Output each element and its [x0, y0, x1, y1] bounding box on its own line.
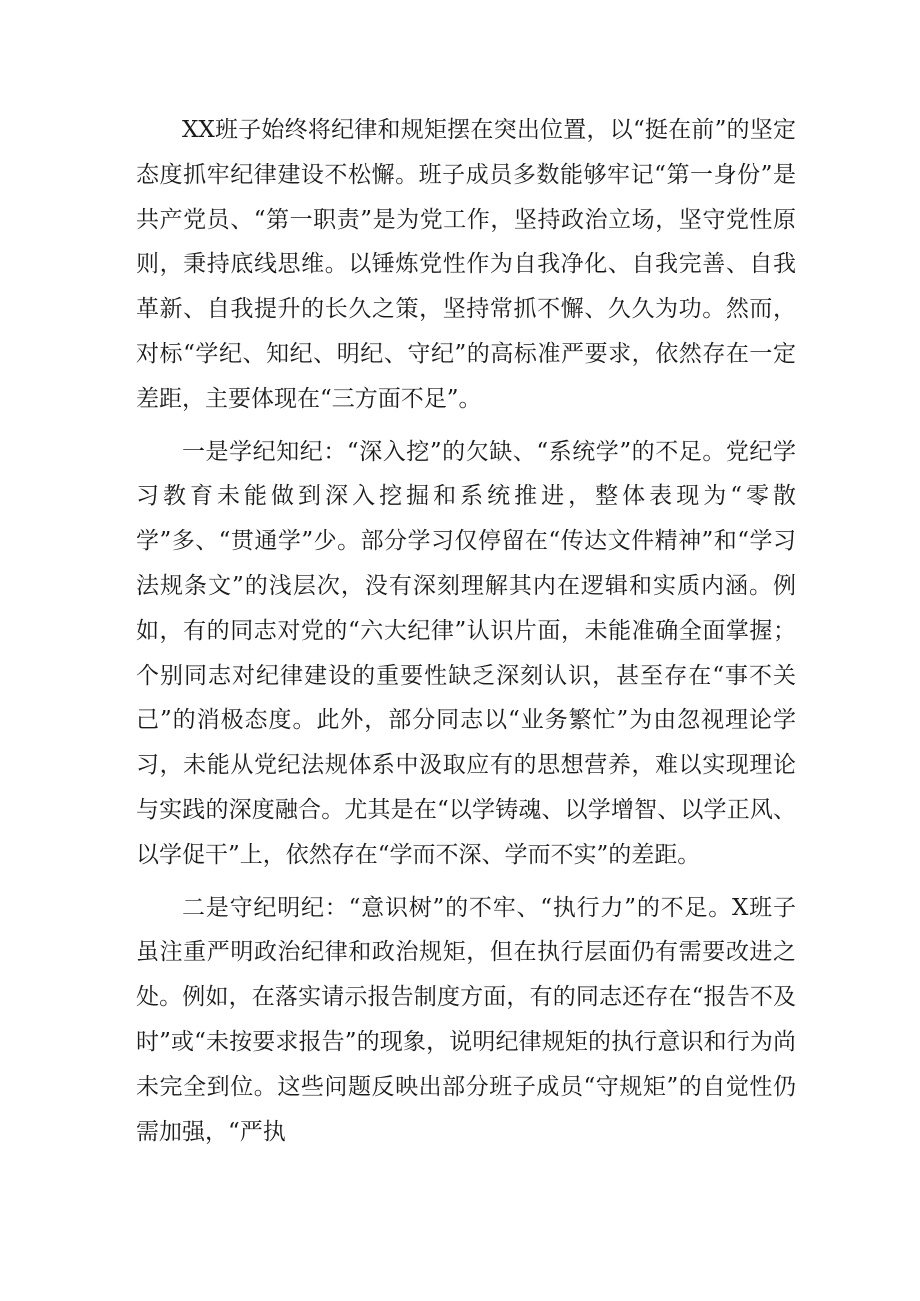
paragraph-point-two: 二是守纪明纪：“意识树”的不牢、“执行力”的不足。X班子虽注重严明政治纪律和政治规矩，但在执行层面仍有需要改进之处。例如，在落实请示报告制度方面，有的同志还存在“报告不及时”或“未按要求报告”的现象，说明纪律规矩的执行意识和行为尚未完全到位。这些问题反映出部分班子成员“守规矩”的自觉性仍需加强，“严执 [136, 894, 796, 1145]
paragraph-intro: XX班子始终将纪律和规矩摆在突出位置，以“挺在前”的坚定态度抓牢纪律建设不松懈。班子成员多数能够牢记“第一身份”是共产党员、“第一职责”是为党工作，坚持政治立场，坚守党性原则，秉持底线思维。以锤炼党性作为自我净化、自我完善、自我革新、自我提升的长久之策，坚持常抓不懈、久久为功。然而，对标“学纪、知纪、明纪、守纪”的高标准严要求，依然存在一定差距，主要体现在“三方面不足”。 [136, 117, 796, 412]
paragraph-point-one: 一是学纪知纪：“深入挖”的欠缺、“系统学”的不足。党纪学习教育未能做到深入挖掘和系统推进，整体表现为“零散学”多、“贯通学”少。部分学习仅停留在“传达文件精神”和“学习法规条文”的浅层次，没有深刻理解其内在逻辑和实质内涵。例如，有的同志对党的“六大纪律”认识片面，未能准确全面掌握；个别同志对纪律建设的重要性缺乏深刻认识，甚至存在“事不关己”的消极态度。此外，部分同志以“业务繁忙”为由忽视理论学习，未能从党纪法规体系中汲取应有的思想营养，难以实现理论与实践的深度融合。尤其是在“以学铸魂、以学增智、以学正风、以学促干”上，依然存在“学而不深、学而不实”的差距。 [136, 438, 796, 868]
document-body [136, 108, 796, 1154]
